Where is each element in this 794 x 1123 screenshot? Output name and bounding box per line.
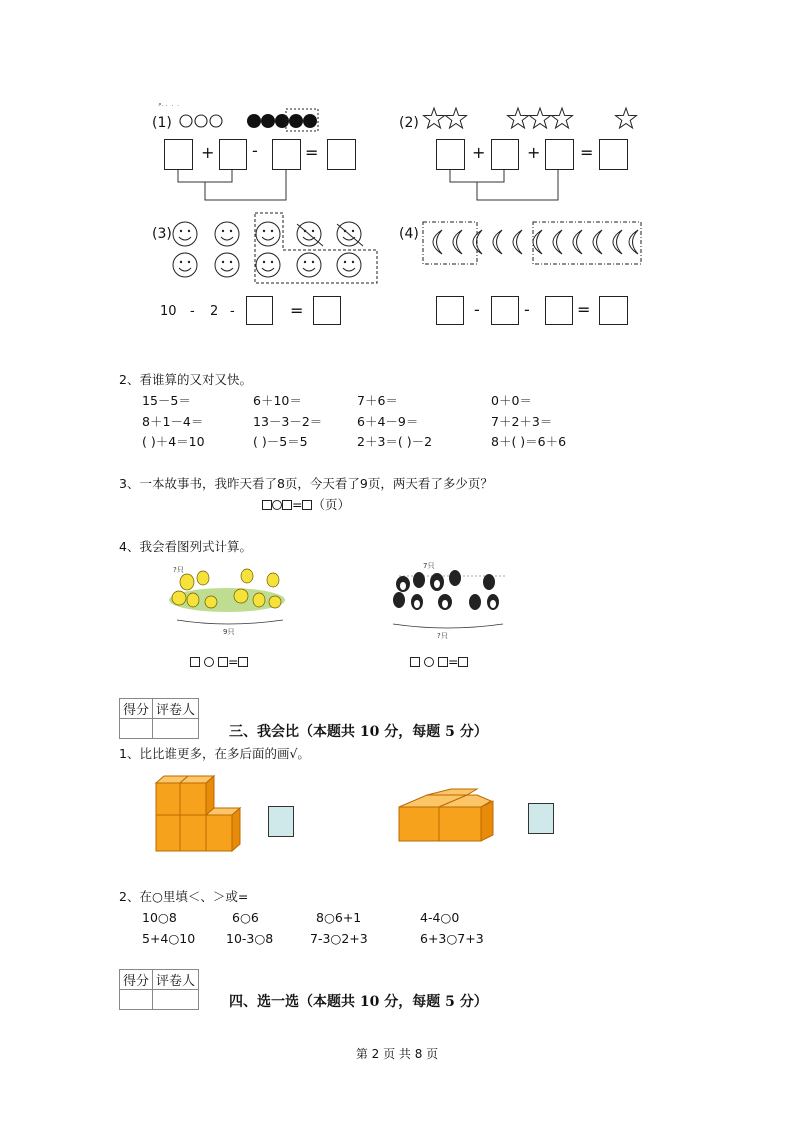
part3-label: (3) <box>152 226 172 242</box>
operator: + <box>472 143 486 162</box>
answer-box[interactable] <box>219 139 247 170</box>
compare-item[interactable]: 10○8 <box>142 910 177 925</box>
penguin-bottom-label: ?只 <box>437 632 448 640</box>
moon-icon <box>533 230 542 254</box>
hollow-circle <box>195 115 207 127</box>
compare-item[interactable]: 5+4○10 <box>142 931 196 946</box>
tick-box-left[interactable] <box>268 806 294 837</box>
unit-label: （页） <box>312 497 350 512</box>
score-table <box>119 969 199 1010</box>
solid-circle <box>275 114 289 128</box>
operator: + <box>201 143 215 162</box>
answer-box[interactable] <box>491 139 519 170</box>
s3-q2-title: 2、在○里填＜、＞或= <box>119 889 249 904</box>
section3-title: 三、我会比（本题共 10 分，每题 5 分） <box>229 724 488 740</box>
chicks-picture <box>165 562 290 642</box>
answer-box[interactable] <box>313 296 341 325</box>
operator: - <box>190 304 195 319</box>
problem: 6＋10＝ <box>253 393 302 408</box>
cube-stack-left <box>150 773 245 855</box>
q4-answer-line-1: = <box>190 654 248 669</box>
tick-box-right[interactable] <box>528 803 554 834</box>
operator: = <box>577 300 591 319</box>
compare-item[interactable]: 6+3○7+3 <box>420 931 484 946</box>
problem: 2＋3＝( )－2 <box>357 434 433 449</box>
compare-item[interactable]: 10-3○8 <box>226 931 274 946</box>
operator-circle[interactable] <box>204 657 214 667</box>
operator: - <box>230 304 235 319</box>
problem: 7＋6＝ <box>357 393 398 408</box>
grader-cell[interactable] <box>153 719 199 739</box>
answer-box[interactable] <box>218 657 228 667</box>
smiley-icon <box>173 253 197 277</box>
moon-icon <box>593 230 602 254</box>
moon-icon <box>553 230 562 254</box>
problem: ( )＋4＝10 <box>142 434 205 449</box>
answer-box[interactable] <box>327 139 356 170</box>
answer-box[interactable] <box>491 296 519 325</box>
answer-box[interactable] <box>410 657 420 667</box>
moon-icon <box>613 230 622 254</box>
part1-dots-figure <box>158 98 330 134</box>
problem: 15－5＝ <box>142 393 191 408</box>
compare-item[interactable]: 4-4○0 <box>420 910 460 925</box>
operator-circle[interactable] <box>424 657 434 667</box>
penguins-picture <box>385 560 510 642</box>
hollow-circle <box>210 115 222 127</box>
bracket-lines <box>440 170 570 206</box>
q3-title: 3、一本故事书，我昨天看了8页，今天看了9页，两天看了多少页？ <box>119 476 493 491</box>
q4-answer-line-2: = <box>410 654 468 669</box>
problem: 7＋2＋3＝ <box>491 414 553 429</box>
answer-box[interactable] <box>262 500 272 510</box>
cube-stack-right <box>395 787 500 845</box>
svg-text:. . . . .: . . . . . <box>158 101 179 108</box>
hollow-circle <box>180 115 192 127</box>
moon-icon <box>433 230 442 254</box>
grader-label: 评卷人 <box>153 699 199 719</box>
equation-num: 10 <box>160 304 177 319</box>
solid-circle <box>303 114 317 128</box>
operator: + <box>527 143 541 162</box>
stars-figure <box>420 104 645 134</box>
operator: - <box>252 141 258 160</box>
bracket-lines <box>170 170 300 206</box>
smiley-icon <box>173 222 197 246</box>
answer-box[interactable] <box>238 657 248 667</box>
moon-icon <box>573 230 582 254</box>
star-icon <box>424 108 445 128</box>
score-cell[interactable] <box>120 990 153 1010</box>
smiley-icon <box>337 253 361 277</box>
q2-title: 2、看谁算的又对又快。 <box>119 372 252 387</box>
score-label: 得分 <box>120 970 153 990</box>
smiley-icon <box>215 222 239 246</box>
chick-bottom-label: 9只 <box>223 628 235 636</box>
operator-circle[interactable] <box>272 500 282 510</box>
smiley-icon <box>256 222 280 246</box>
compare-item[interactable]: 8○6+1 <box>316 910 362 925</box>
q3-answer-line: = （页） <box>262 495 350 513</box>
moon-icon <box>513 230 522 254</box>
problem: 6＋4－9＝ <box>357 414 419 429</box>
moon-icon <box>493 230 502 254</box>
problem: 0＋0＝ <box>491 393 532 408</box>
moons-figure <box>420 218 645 268</box>
grader-cell[interactable] <box>153 990 199 1010</box>
problem: 8＋1－4＝ <box>142 414 204 429</box>
smiley-icon <box>215 253 239 277</box>
penguin-top-label: 7只 <box>423 562 435 570</box>
answer-box[interactable] <box>272 139 301 170</box>
answer-box[interactable] <box>246 296 273 325</box>
solid-circle <box>289 114 303 128</box>
answer-box[interactable] <box>438 657 448 667</box>
score-label: 得分 <box>120 699 153 719</box>
answer-box[interactable] <box>599 296 628 325</box>
smiley-icon <box>256 253 280 277</box>
operator: = <box>305 143 319 162</box>
smiley-faces-figure <box>165 210 385 290</box>
compare-item[interactable]: 6○6 <box>232 910 259 925</box>
answer-box[interactable] <box>458 657 468 667</box>
star-icon <box>530 108 551 128</box>
answer-box[interactable] <box>545 296 573 325</box>
star-icon <box>616 108 637 128</box>
answer-box[interactable] <box>190 657 200 667</box>
page-footer: 第 2 页 共 8 页 <box>355 1047 439 1061</box>
answer-box[interactable] <box>164 139 193 170</box>
score-cell[interactable] <box>120 719 153 739</box>
solid-circle <box>247 114 261 128</box>
answer-box[interactable] <box>302 500 312 510</box>
operator: = <box>290 301 304 320</box>
equation-num: 2 <box>210 304 219 319</box>
star-icon <box>552 108 573 128</box>
operator: - <box>474 300 480 319</box>
answer-box[interactable] <box>282 500 292 510</box>
part4-label: (4) <box>399 226 419 242</box>
answer-box[interactable] <box>436 296 464 325</box>
star-icon <box>508 108 529 128</box>
section4-title: 四、选一选（本题共 10 分，每题 5 分） <box>229 994 488 1010</box>
q4-title: 4、我会看图列式计算。 <box>119 539 252 554</box>
chick-top-label: ?只 <box>173 566 184 574</box>
s3-q1-title: 1、比比谁更多，在多后面的画√。 <box>119 746 310 761</box>
answer-box[interactable] <box>545 139 574 170</box>
moon-icon <box>629 230 638 254</box>
solid-circle <box>261 114 275 128</box>
compare-item[interactable]: 7-3○2+3 <box>310 931 368 946</box>
score-table <box>119 698 199 739</box>
problem: 8＋( )＝6＋6 <box>491 434 567 449</box>
part1-label: (1) <box>152 115 172 131</box>
answer-box[interactable] <box>436 139 465 170</box>
star-icon <box>446 108 467 128</box>
operator: = <box>580 143 594 162</box>
smiley-icon <box>297 253 321 277</box>
answer-box[interactable] <box>599 139 628 170</box>
problem: 13－3－2＝ <box>253 414 323 429</box>
grader-label: 评卷人 <box>153 970 199 990</box>
part2-label: (2) <box>399 115 419 131</box>
operator: - <box>524 300 530 319</box>
moon-icon <box>453 230 462 254</box>
problem: ( )－5＝5 <box>253 434 308 449</box>
